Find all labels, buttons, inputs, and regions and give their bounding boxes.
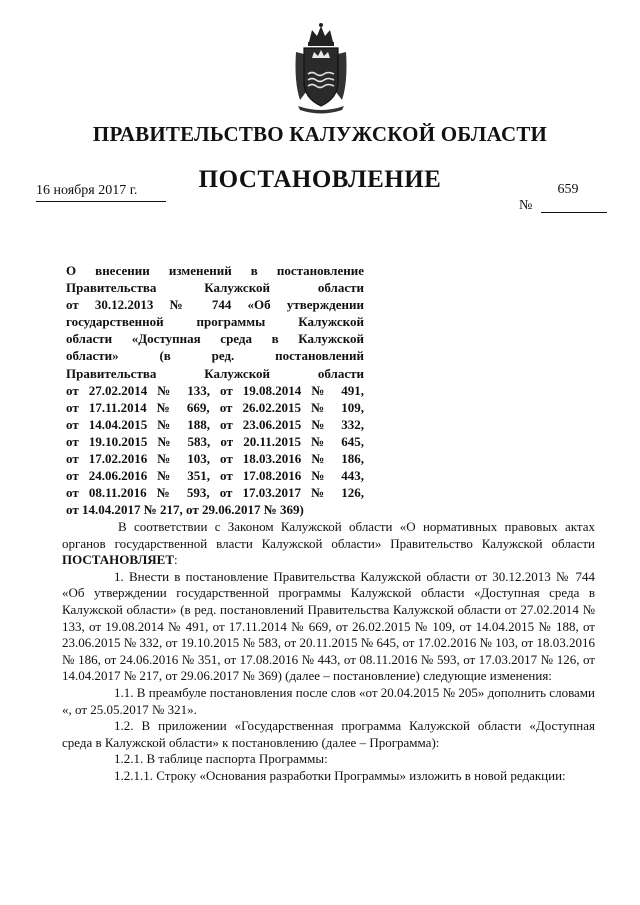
heading-line: О внесении изменений в постановление <box>66 263 364 278</box>
document-number: 659 <box>557 182 579 197</box>
heading-line: от 27.02.2014 № 133, от 19.08.2014 № 491, <box>66 382 364 398</box>
heading-line: от 24.06.2016 № 351, от 17.08.2016 № 443, <box>66 468 364 484</box>
clause-1-2-1: 1.2.1. В таблице паспорта Программы: <box>114 751 328 767</box>
clause-1-1: 1.1. В преамбуле постановления после слов «от 20.04.2015 № 205» дополнить словами «, от 25.05.2017 № 321». <box>62 684 595 717</box>
coat-of-arms-emblem <box>290 22 352 114</box>
organization-name: ПРАВИТЕЛЬСТВО КАЛУЖСКОЙ ОБЛАСТИ <box>92 122 548 146</box>
heading-line: области» (в ред. постановлений <box>66 348 364 364</box>
document-body <box>62 519 595 785</box>
heading-line: от 14.04.2017 № 217, от 29.06.2017 № 369) <box>66 502 304 518</box>
heading-line: Правительства Калужской области <box>66 280 364 296</box>
document-date: 16 ноября 2017 г. <box>36 183 166 202</box>
number-underline <box>541 212 607 213</box>
heading-line: области «Доступная среда в Калужской <box>66 331 364 347</box>
heading-line: от 30.12.2013 № 744 «Об утверждении <box>66 297 364 313</box>
clause-1: 1. Внести в постановление Правительства Калужской области от 30.12.2013 № 744 «Об утверждении государственной программы Калужской области «Доступная среда в Калужской области» (в ред. постановлений Правительства Калужской области от 27.02.2014 № 133, от 19.08.2014 № 491, от 17.11.2014 № 669, от 26.02.2015 № 109, от 14.04.2015 № 188, от 23.06.2015 № 332, от 19.10.2015 № 583, от 20.11.2015 № 645, от 17.02.2016 № 103, от 18.03.2016 № 186, от 24.06.2016 № 351, от 17.08.2016 № 443, от 08.11.2016 № 593, от 17.03.2017 № 126, от 14.04.2017 № 217, от 29.06.2017 № 369) (далее – постановление) следующие изменения: <box>62 568 595 684</box>
heading-line: от 17.11.2014 № 669, от 26.02.2015 № 109, <box>66 399 364 415</box>
document-number-block <box>519 182 609 216</box>
preamble-text: В соответствии с Законом Калужской области «О нормативных правовых актах органов государственной власти Калужской области» Правительство Калужской области <box>62 519 595 551</box>
document-type-title: ПОСТАНОВЛЕНИЕ <box>198 166 442 193</box>
resolves-keyword: ПОСТАНОВЛЯЕТ <box>62 552 174 568</box>
clause-1-2-1-1: 1.2.1.1. Строку «Основания разработки Программы» изложить в новой редакции: <box>114 767 566 783</box>
heading-line: от 19.10.2015 № 583, от 20.11.2015 № 645, <box>66 433 364 449</box>
clause-1-2: 1.2. В приложении «Государственная программа Калужской области «Доступная среда в Калужской области» к постановлению (далее – Программа): <box>62 718 595 750</box>
heading-line: от 14.04.2015 № 188, от 23.06.2015 № 332, <box>66 416 364 432</box>
preamble-paragraph <box>62 519 595 569</box>
heading-line: от 17.02.2016 № 103, от 18.03.2016 № 186, <box>66 451 364 467</box>
resolves-colon: : <box>174 552 178 568</box>
number-sign: № <box>519 198 533 213</box>
document-heading <box>66 262 364 518</box>
heading-line: Правительства Калужской области <box>66 365 364 381</box>
heading-line: от 08.11.2016 № 593, от 17.03.2017 № 126, <box>66 485 364 501</box>
heading-line: государственной программы Калужской <box>66 314 364 330</box>
